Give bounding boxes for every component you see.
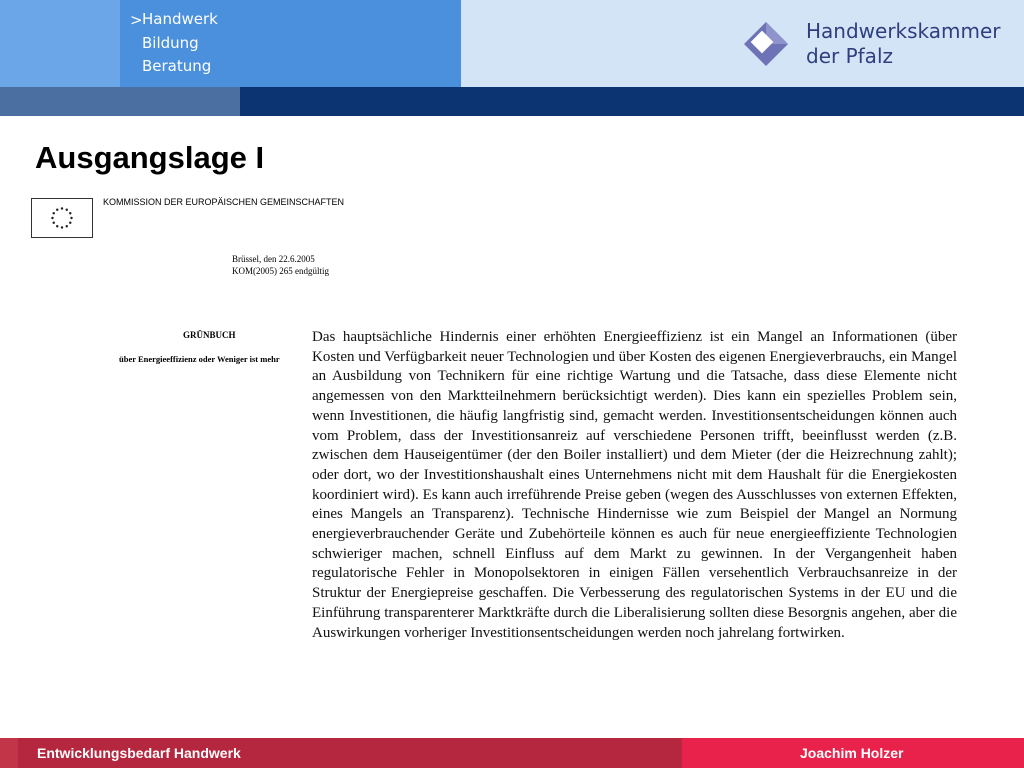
logo-title-line2: der Pfalz	[806, 44, 893, 68]
footer-author: Joachim Holzer	[800, 745, 904, 761]
header-stripe-light	[0, 87, 240, 116]
document-reference: KOM(2005) 265 endgültig	[232, 266, 329, 276]
footer-topic: Entwicklungsbedarf Handwerk	[37, 745, 241, 761]
document-subtitle: über Energieeffizienz oder Weniger ist mehr	[119, 354, 280, 364]
header-left-block	[0, 0, 120, 87]
document-body-text: Das hauptsächliche Hindernis einer erhöhten Energieeffizienz ist ein Mangel an Informationen (über Kosten und Verfügbarkeit neuer Technologien und über Kosten des eigenen Energieverbrauchs, ein Mangel an Ausbildung von Technikern für eine richtige Wartung und die Tatsache, dass diese Elemente nicht angemessen von den Marktteilnehmern berücksichtigt werden). Dies kann ein spezielles Problem sein, wenn Investitionen, die häufig langfristig sind, gemacht werden. Investitionsentscheidungen können auch vom Problem, dass der Investitionsanreiz auf verschiedene Personen trifft, beeinflusst werden (z.B. zwischen dem Hauseigentümer (der den Boiler installiert) und dem Mieter (der die Heizrechnung zahlt); oder dort, wo der Investitionshaushalt eines Unternehmens nicht mit dem Haushalt für die Energiekosten koordiniert wird). Es kann auch irreführende Preise geben (wegen des Ausschlusses von externen Effekten, eines Mangels an Transparenz). Technische Hindernisse wie zum Beispiel der Mangel an Normung energieverbrauchender Geräte und Zubehörteile können es auch für neue energieeffiziente Technologien schwieriger machen, schnell Einfluss auf dem Markt zu gewinnen. In der Vergangenheit haben regulatorische Fehler in Monopolsektoren in einigen Fällen versehentlich Verbrauchsanreize in der Struktur der Energiepreise geschaffen. Die Verbesserung des regulatorischen Systems in der EU und die Einführung transparenterer Marktkräfte durch die Liberalisierung sollten diese Besorgnis angehen, aber die Auswirkungen vorheriger Investitionsentscheidungen werden noch jahrelang fortwirken.	[312, 329, 957, 641]
nav-arrow-icon: >	[130, 11, 143, 29]
document-title: GRÜNBUCH	[183, 330, 236, 340]
slide-title: Ausgangslage I	[35, 140, 265, 175]
nav-item-handwerk[interactable]: Handwerk	[142, 10, 218, 28]
footer-edge-strip	[0, 738, 18, 768]
header-logo-panel	[461, 0, 1024, 87]
hwk-logo-icon	[744, 22, 788, 66]
header-stripe-dark	[240, 87, 1024, 116]
eu-flag-icon	[31, 198, 93, 238]
nav-item-beratung[interactable]: Beratung	[142, 57, 212, 75]
nav-item-bildung[interactable]: Bildung	[142, 34, 199, 52]
logo-title-line1: Handwerkskammer	[806, 19, 1001, 43]
commission-header: KOMMISSION DER EUROPÄISCHEN GEMEINSCHAFTEN	[103, 197, 345, 207]
document-date: Brüssel, den 22.6.2005	[232, 254, 315, 264]
